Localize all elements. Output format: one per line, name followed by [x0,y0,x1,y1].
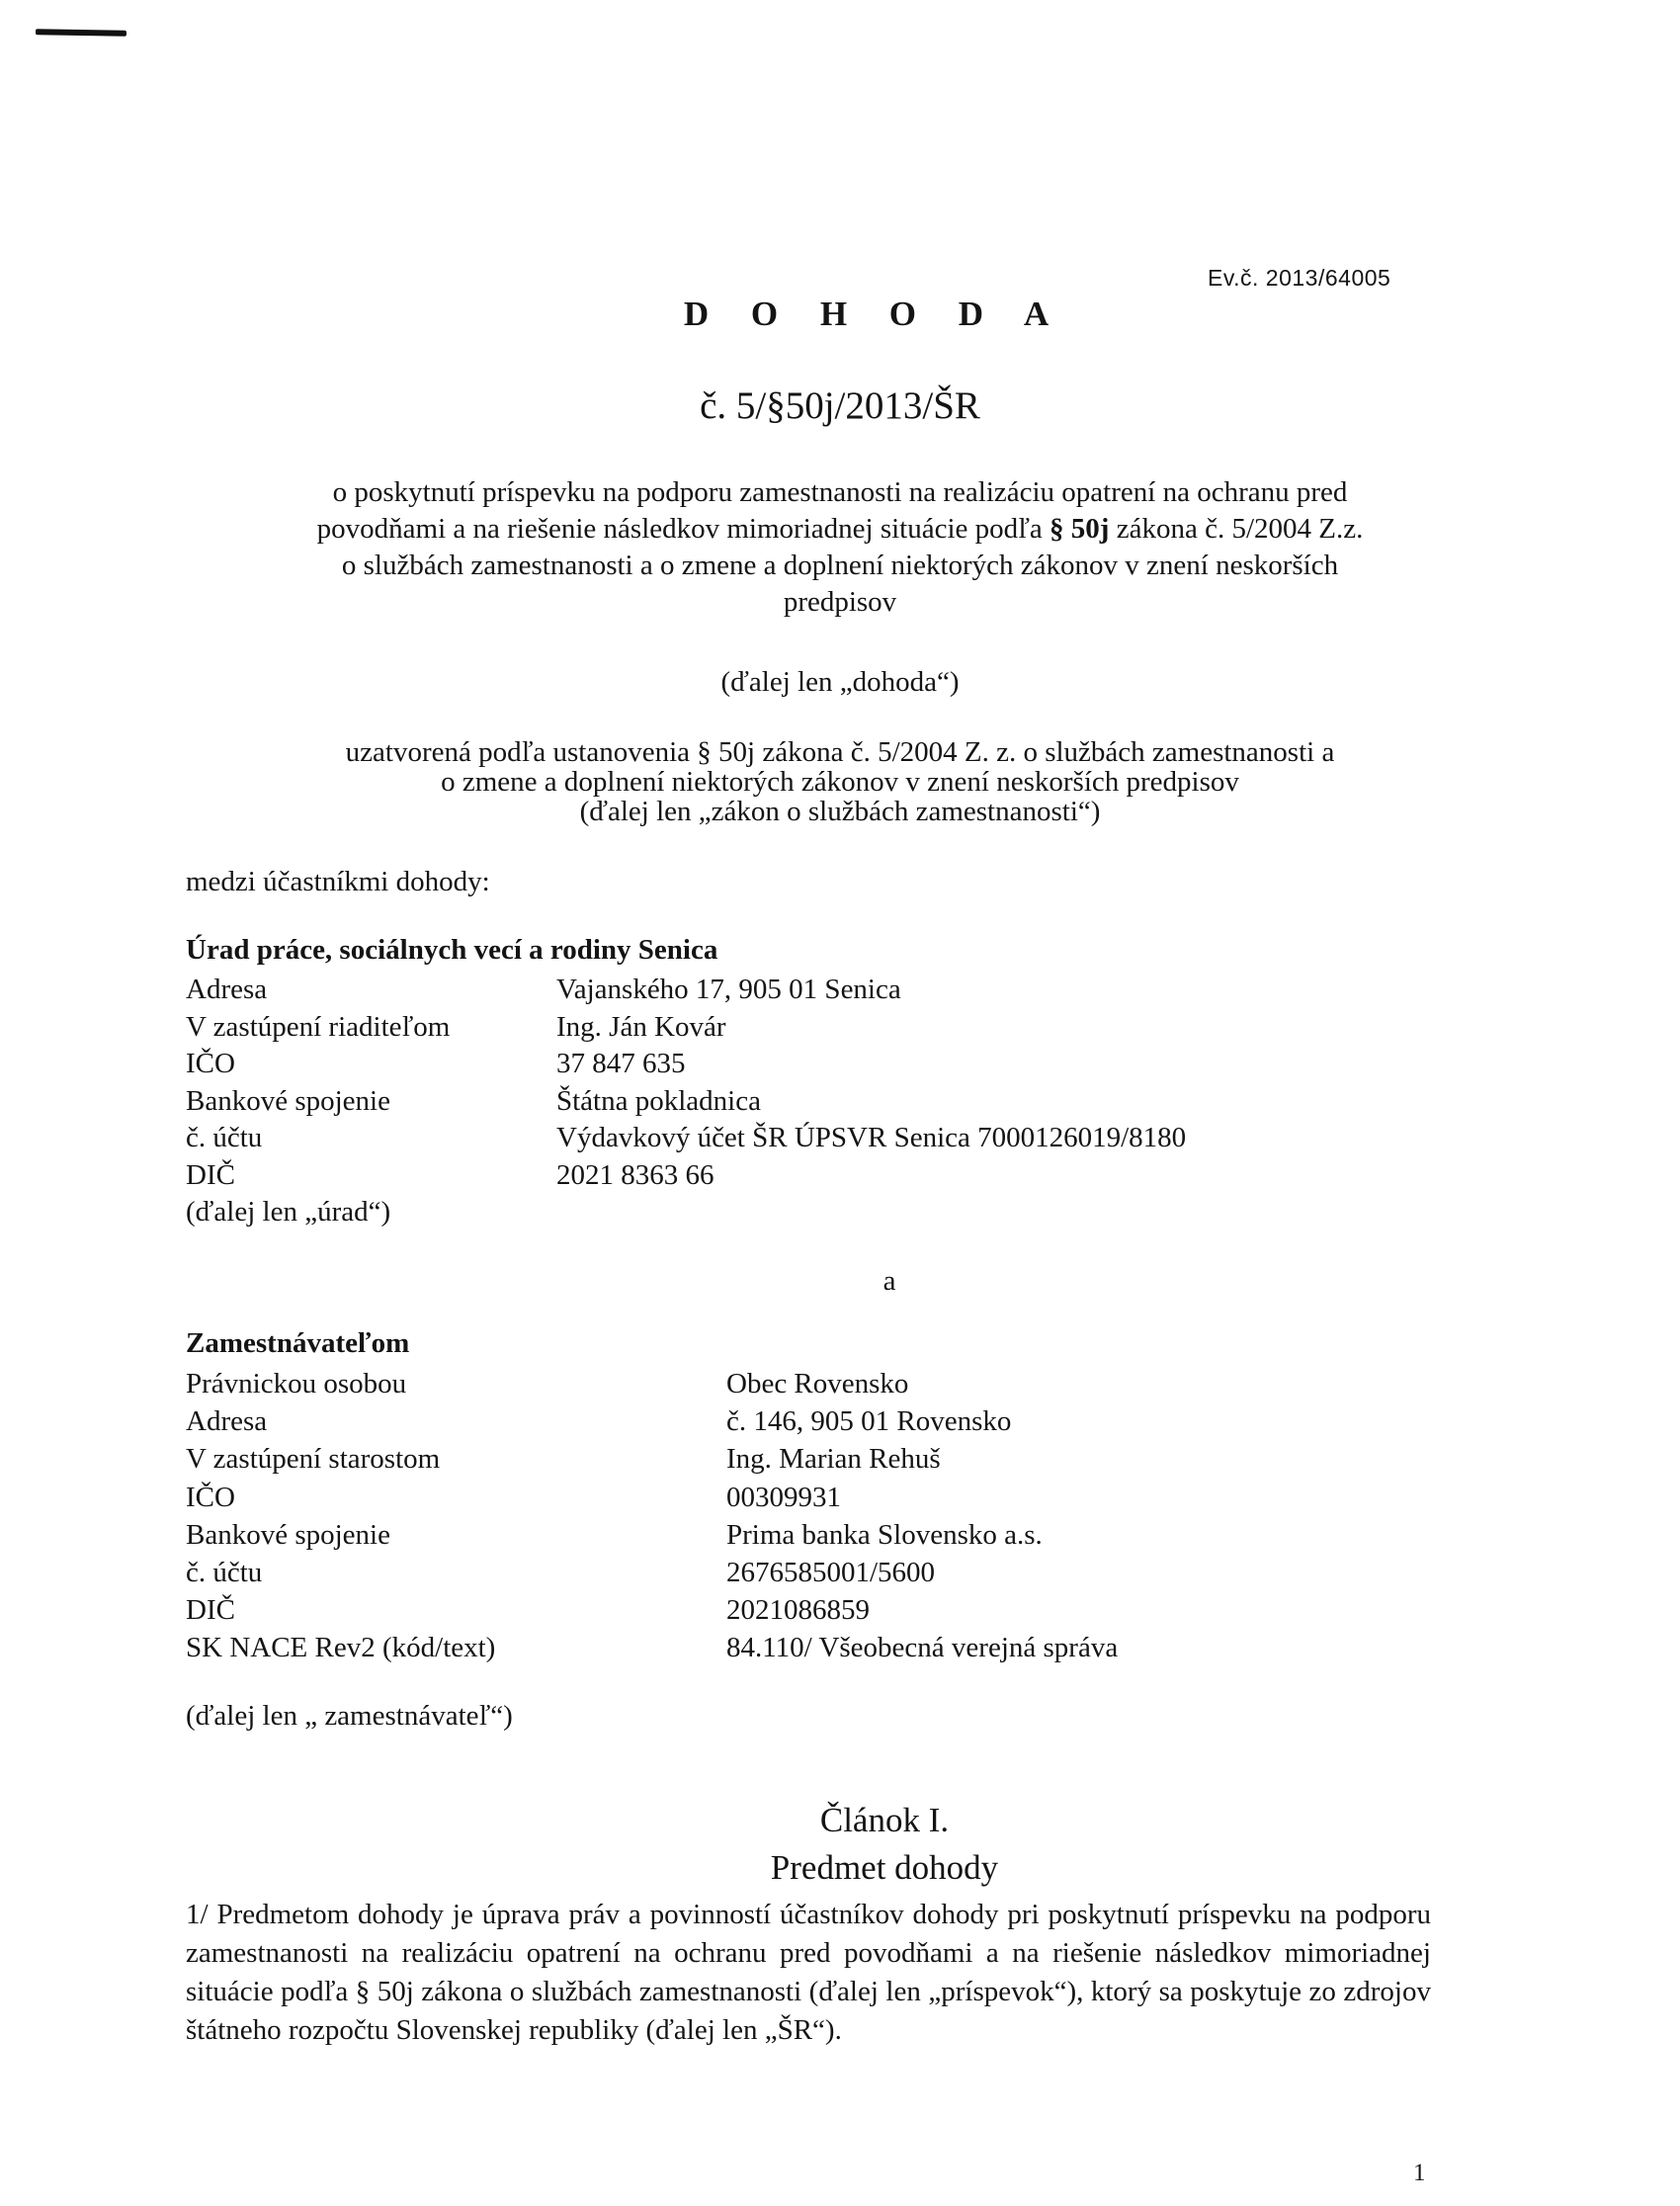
detail-value: Prima banka Slovensko a.s. [726,1518,1043,1551]
intro-line: o poskytnutí príspevku na podporu zamestnanosti na realizáciu opatrení na ochranu pred [332,476,1348,508]
detail-label: Bankové spojenie [186,1084,390,1117]
detail-label: IČO [186,1481,235,1513]
detail-label: V zastúpení starostom [186,1443,441,1476]
detail-value: Vajanského 17, 905 01 Senica [556,974,901,1005]
detail-label: SK NACE Rev2 (kód/text) [186,1632,496,1664]
detail-label: DIČ [186,1594,235,1627]
intro-paragraph [0,474,1680,621]
detail-label: Právnickou osobou [186,1368,407,1400]
basis-line: uzatvorená podľa ustanovenia § 50j zákona č. 5/2004 Z. z. o službách zamestnanosti a [345,736,1335,768]
detail-label: DIČ [186,1158,235,1191]
detail-value: 37 847 635 [556,1048,686,1079]
detail-label: č. účtu [186,1122,263,1153]
legal-basis [0,737,1680,826]
detail-value: Výdavkový účet ŠR ÚPSVR Senica 7000126019/8180 [556,1122,1187,1153]
evidence-number: Ev.č. 2013/64005 [1208,265,1391,291]
detail-label: Adresa [186,1405,268,1438]
section-reference: § 50j [1050,513,1110,545]
detail-label: č. účtu [186,1557,263,1588]
article-number: Článok I. [819,1801,950,1839]
basis-line: (ďalej len „zákon o službách zamestnanosti“) [579,796,1101,827]
agreement-number: č. 5/§50j/2013/ŠR [700,384,980,427]
detail-label: Bankové spojenie [186,1518,390,1551]
employer-dalej: (ďalej len „ zamestnávateľ“) [186,1700,513,1732]
detail-value: 2021 8363 66 [556,1158,714,1191]
detail-value: 2676585001/5600 [726,1557,936,1588]
document-title: D O H O D A [683,295,1066,333]
detail-value: Obec Rovensko [726,1368,909,1400]
intro-line: povodňami a na riešenie následkov mimoriadnej situácie podľa § 50j zákona č. 5/2004 Z.z. [316,513,1364,545]
detail-value: Štátna pokladnica [556,1084,761,1117]
basis-line: o zmene a doplnení niektorých zákonov v znení neskorších predpisov [441,766,1239,798]
conjunction: a [882,1265,896,1297]
detail-value: Ing. Marian Rehuš [726,1443,941,1476]
intro-line: predpisov [783,586,897,618]
detail-value: 2021086859 [726,1594,870,1627]
detail-value: 00309931 [726,1481,841,1513]
page-number: 1 [1413,2160,1426,2186]
detail-label: V zastúpení riaditeľom [186,1010,451,1043]
dalej-dohoda: (ďalej len „dohoda“) [720,666,960,698]
detail-label: (ďalej len „úrad“) [186,1196,391,1228]
detail-label: Adresa [186,974,268,1005]
article-title: Predmet dohody [770,1848,999,1887]
article-text: 1/ Predmetom dohody je úprava práv a povinností účastníkov dohody pri poskytnutí príspevku na podporu zamestnanosti na realizáciu opatrení na ochranu pred povodňami a na riešenie následkov mimoriadnej situácie podľa § 50j zákona o službách zamestnanosti (ďalej len „príspevok“), ktorý sa poskytuje zo zdrojov štátneho rozpočtu Slovenskej republiky (ďalej len „ŠR“). [186,1899,1431,2046]
detail-value: 84.110/ Všeobecná verejná správa [726,1632,1119,1664]
detail-value: Ing. Ján Kovár [556,1010,726,1043]
parties-intro: medzi účastníkmi dohody: [186,866,490,897]
scan-mark [36,29,126,37]
detail-label: IČO [186,1048,235,1079]
employer-heading: Zamestnávateľom [186,1327,410,1359]
detail-value: č. 146, 905 01 Rovensko [726,1405,1012,1438]
intro-line: o službách zamestnanosti a o zmene a doplnení niektorých zákonov v znení neskorších [341,550,1339,581]
office-heading: Úrad práce, sociálnych vecí a rodiny Senica [186,934,718,966]
